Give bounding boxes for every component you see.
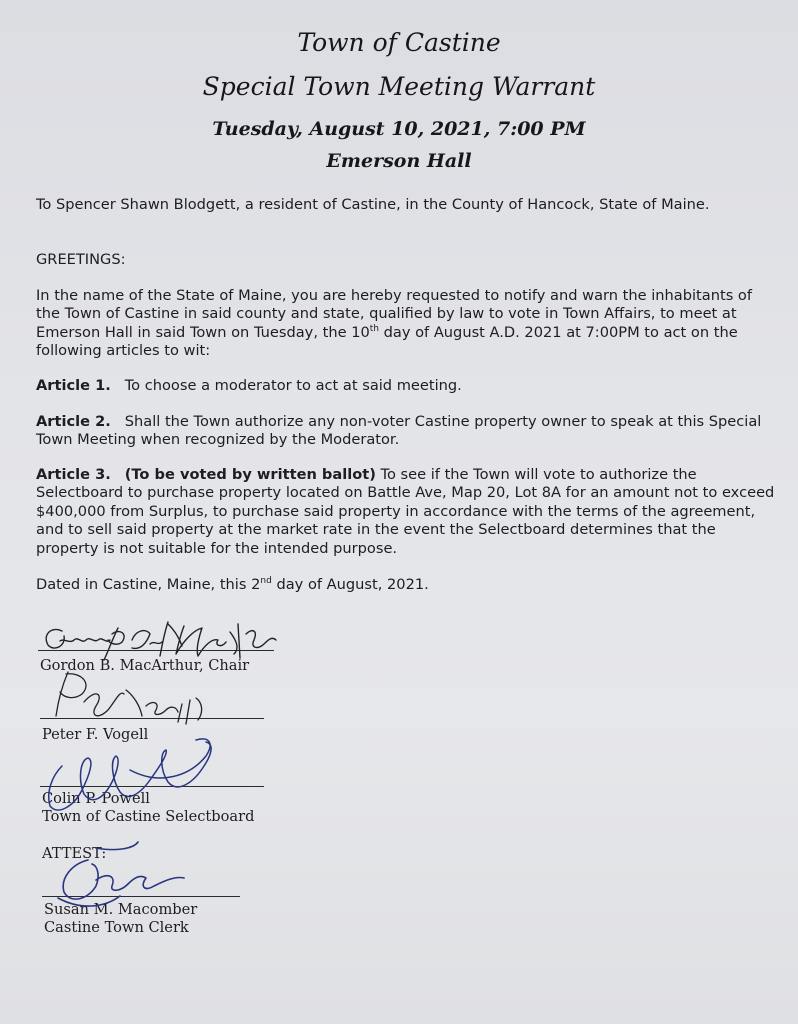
signature-line-3 — [40, 786, 264, 787]
signature-line-2 — [40, 718, 264, 719]
article-1 — [36, 377, 776, 395]
article-3-text: To see if the Town will vote to authorize the Selectboard to purchase property located on Battle Ave, Map 20, Lot 8A for an amount not to exceed $400,000 from Surplus, to purchase said property in accordance with the terms of the agreement, and to sell said property at the market rate in the event the Selectboard determines that the property is not suitable for the intended purpose. — [36, 466, 775, 557]
article-2-text: Shall the Town authorize any non-voter Castine property owner to speak at this Special Town Meeting when recognized by the Moderator. — [36, 413, 762, 449]
attest-label: ATTEST: — [42, 845, 107, 862]
addressee-paragraph: To Spencer Shawn Blodgett, a resident of Castine, in the County of Hancock, State of Maine. — [36, 196, 710, 213]
signature-line-4 — [42, 896, 240, 897]
article-3 — [36, 466, 776, 558]
signer-2-name: Peter F. Vogell — [42, 726, 149, 743]
town-title: Town of Castine — [297, 28, 501, 57]
article-1-label: Article 1. — [36, 377, 111, 394]
article-2-label: Article 2. — [36, 413, 111, 430]
intro-text-1: In the name of the State of Maine, you are hereby requested to notify and warn the inhabitants of the Town of Castine in said county and state, qualified by law to vote in Town Affairs, to meet at Emerson Hall in said Town on Tuesday, the 10 — [36, 287, 752, 341]
warrant-title: Special Town Meeting Warrant — [202, 72, 596, 101]
meeting-location: Emerson Hall — [326, 150, 472, 172]
selectboard-label: Town of Castine Selectboard — [42, 808, 255, 825]
signer-1-name: Gordon B. MacArthur, Chair — [40, 657, 250, 674]
signature-1-ink — [46, 622, 276, 660]
meeting-date: Tuesday, August 10, 2021, 7:00 PM — [212, 118, 586, 140]
signer-3-name: Colin P. Powell — [42, 790, 150, 807]
intro-paragraph — [36, 287, 776, 361]
article-3-label: Article 3. — [36, 466, 111, 483]
dated-superscript: nd — [260, 576, 272, 587]
dated-text-2: day of August, 2021. — [271, 576, 429, 593]
dated-line — [36, 576, 776, 594]
signature-line-1 — [38, 650, 274, 651]
clerk-name: Susan M. Macomber — [44, 901, 198, 918]
greetings: GREETINGS: — [36, 251, 126, 268]
intro-text-2: day of August A.D. 2021 at 7:00PM to act on the following articles to wit: — [36, 323, 738, 360]
clerk-title: Castine Town Clerk — [44, 919, 189, 936]
dated-text-1: Dated in Castine, Maine, this 2 — [36, 576, 261, 593]
article-3-ballot-note: (To be voted by written ballot) — [124, 466, 376, 483]
signature-2-ink — [56, 672, 202, 724]
article-1-text: To choose a moderator to act at said meeting. — [124, 377, 462, 394]
article-2 — [36, 413, 776, 450]
intro-superscript: th — [369, 323, 379, 334]
